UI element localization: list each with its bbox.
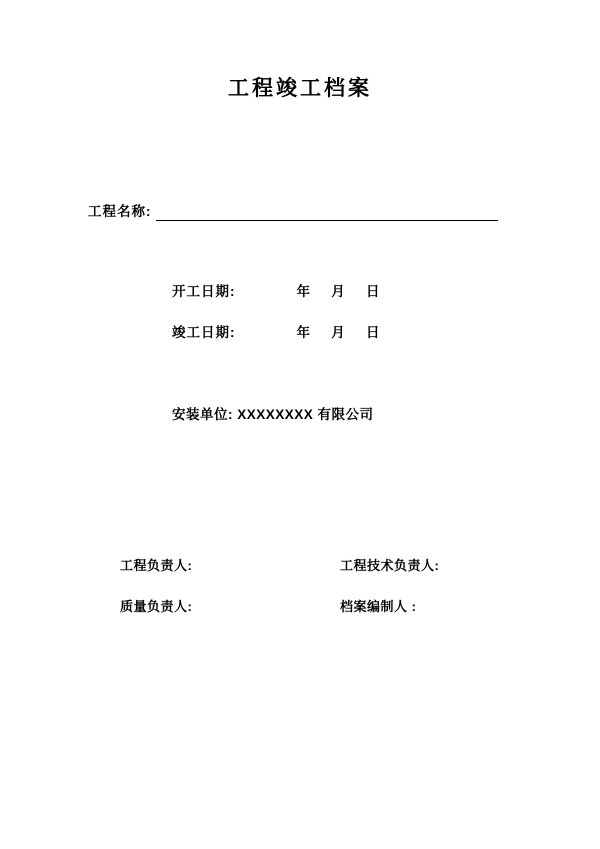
- finish-date-label: 竣工日期:: [172, 325, 236, 340]
- project-responsible-row: [120, 555, 520, 575]
- install-unit-text: 安装单位: XXXXXXXX 有限公司: [172, 407, 374, 422]
- technical-responsible-label: 工程技术负责人:: [340, 558, 440, 573]
- start-date-year-unit: 年: [296, 284, 312, 299]
- project-name-label: 工程名称:: [88, 204, 152, 219]
- finish-date-row: [172, 321, 388, 341]
- quality-responsible-label: 质量负责人:: [120, 599, 193, 614]
- page-title: 工程竣工档案: [228, 77, 372, 100]
- start-date-row: [172, 280, 388, 300]
- start-date-label: 开工日期:: [172, 284, 236, 299]
- project-responsible-label: 工程负责人:: [120, 558, 193, 573]
- archive-compiler-label: 档案编制人 :: [340, 599, 417, 614]
- quality-responsible-row: [120, 596, 520, 616]
- start-date-day-unit: 日: [366, 284, 381, 299]
- finish-date-day-unit: 日: [366, 325, 381, 340]
- finish-date-year-unit: 年: [296, 325, 312, 340]
- project-name-input[interactable]: [156, 205, 499, 221]
- start-date-month-unit: 月: [331, 284, 346, 299]
- project-name-row: [88, 200, 498, 221]
- finish-date-month-unit: 月: [331, 325, 346, 340]
